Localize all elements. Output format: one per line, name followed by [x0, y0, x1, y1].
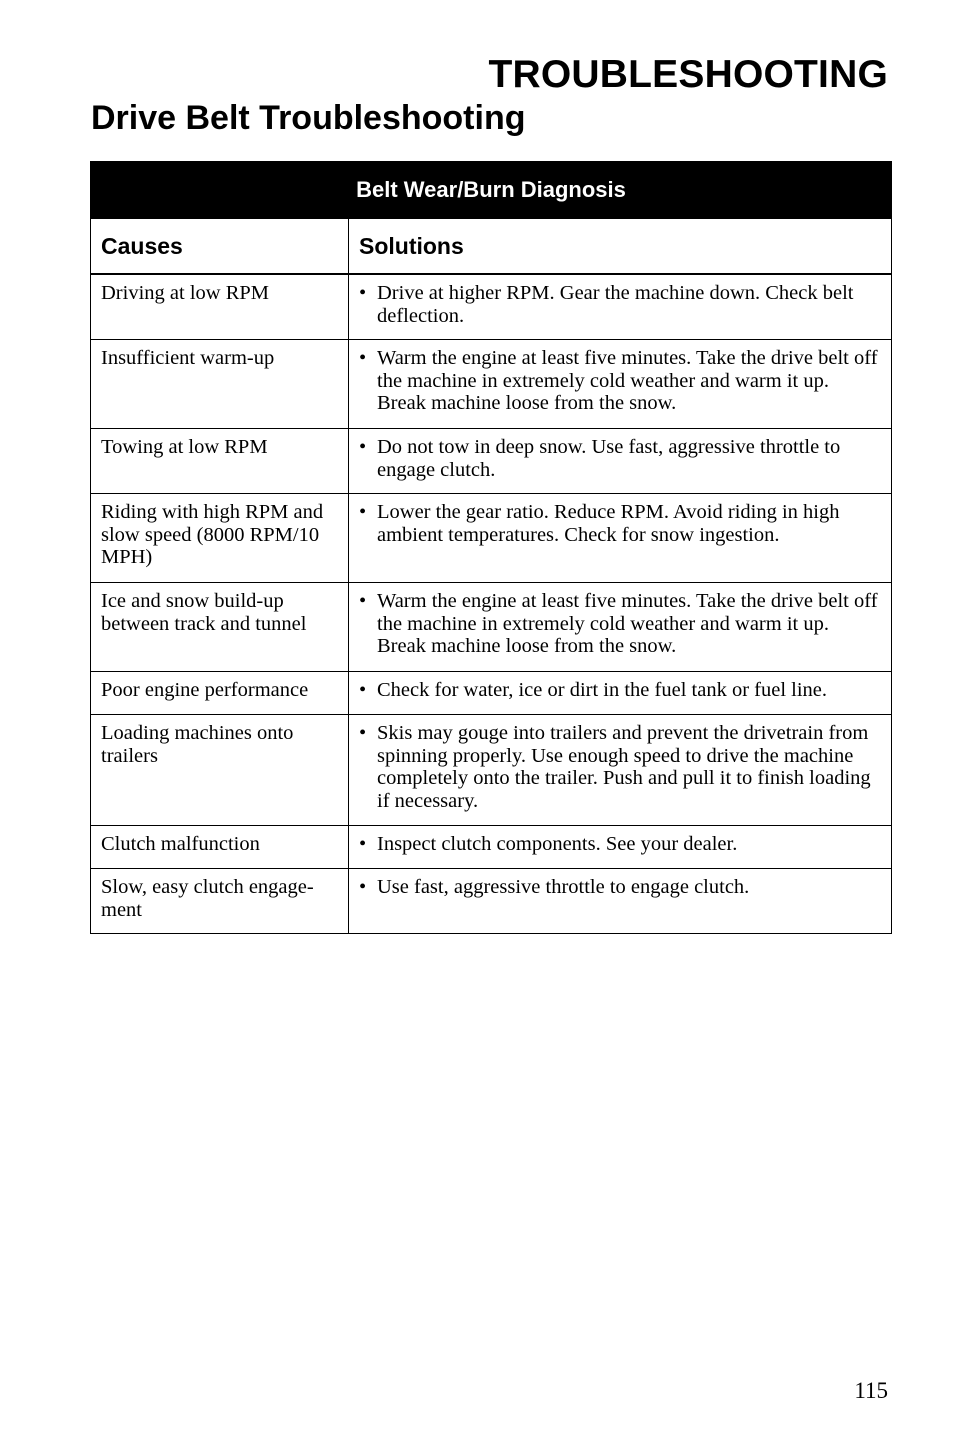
cause-cell: Ice and snow build-up between track and tunnel: [91, 583, 349, 672]
solution-text: Skis may gouge into trailers and prevent the drivetrain from spinning properly. Use enough speed to drive the machine completely onto the trailer. Push and pull it to finish loading if necessary.: [377, 722, 871, 812]
solution-cell: [349, 494, 892, 583]
solution-cell: [349, 672, 892, 715]
solution-text: Use fast, aggressive throttle to engage clutch.: [377, 876, 750, 898]
bullet-icon: •: [359, 590, 367, 612]
bullet-icon: •: [359, 833, 367, 855]
cause-cell: Slow, easy clutch engage-ment: [91, 869, 349, 934]
solution-text: Check for water, ice or dirt in the fuel tank or fuel line.: [377, 679, 828, 701]
table-row: [91, 494, 892, 583]
solution-text: Drive at higher RPM. Gear the machine down. Check belt deflection.: [377, 282, 854, 327]
solution-cell: [349, 429, 892, 494]
causes-column-header: Causes: [91, 219, 349, 275]
bullet-icon: •: [359, 436, 367, 458]
bullet-icon: •: [359, 347, 367, 369]
chapter-title: TROUBLESHOOTING: [488, 53, 888, 96]
solution-text: Warm the engine at least five minutes. Take the drive belt off the machine in extremely cold weather and warm it up. Break machine loose from the snow.: [377, 347, 878, 414]
table-row: [91, 274, 892, 340]
section-title: Drive Belt Troubleshooting: [91, 99, 526, 137]
solution-item: [359, 282, 881, 327]
bullet-icon: •: [359, 876, 367, 898]
column-header-row: [91, 219, 892, 275]
solution-item: [359, 347, 881, 415]
solution-item: [359, 722, 881, 812]
table-title: Belt Wear/Burn Diagnosis: [91, 162, 892, 219]
solution-item: [359, 876, 881, 899]
bullet-icon: •: [359, 282, 367, 304]
table-row: [91, 715, 892, 826]
cause-cell: Loading machines onto trailers: [91, 715, 349, 826]
cause-cell: Driving at low RPM: [91, 274, 349, 340]
solution-item: [359, 501, 881, 546]
solution-text: Inspect clutch components. See your dealer.: [377, 833, 738, 855]
solution-cell: [349, 715, 892, 826]
cause-cell: Towing at low RPM: [91, 429, 349, 494]
table-row: [91, 429, 892, 494]
solution-text: Warm the engine at least five minutes. Take the drive belt off the machine in extremely cold weather and warm it up. Break machine loose from the snow.: [377, 590, 878, 657]
solution-cell: [349, 826, 892, 869]
solution-cell: [349, 583, 892, 672]
solution-item: [359, 679, 881, 702]
cause-cell: Riding with high RPM and slow speed (8000 RPM/10 MPH): [91, 494, 349, 583]
solution-text: Lower the gear ratio. Reduce RPM. Avoid riding in high ambient temperatures. Check for snow ingestion.: [377, 501, 840, 546]
table-row: [91, 826, 892, 869]
table-row: [91, 583, 892, 672]
table-row: [91, 869, 892, 934]
solution-cell: [349, 340, 892, 429]
solution-item: [359, 436, 881, 481]
bullet-icon: •: [359, 679, 367, 701]
cause-cell: Clutch malfunction: [91, 826, 349, 869]
solution-item: [359, 833, 881, 856]
page-number: 115: [854, 1378, 888, 1403]
solutions-column-header: Solutions: [349, 219, 892, 275]
belt-diagnosis-table: [90, 161, 892, 934]
table-row: [91, 340, 892, 429]
cause-cell: Insufficient warm-up: [91, 340, 349, 429]
cause-cell: Poor engine performance: [91, 672, 349, 715]
solution-text: Do not tow in deep snow. Use fast, aggressive throttle to engage clutch.: [377, 436, 841, 481]
solution-cell: [349, 274, 892, 340]
bullet-icon: •: [359, 722, 367, 744]
solution-cell: [349, 869, 892, 934]
solution-item: [359, 590, 881, 658]
table-row: [91, 672, 892, 715]
table-title-row: [91, 162, 892, 219]
bullet-icon: •: [359, 501, 367, 523]
